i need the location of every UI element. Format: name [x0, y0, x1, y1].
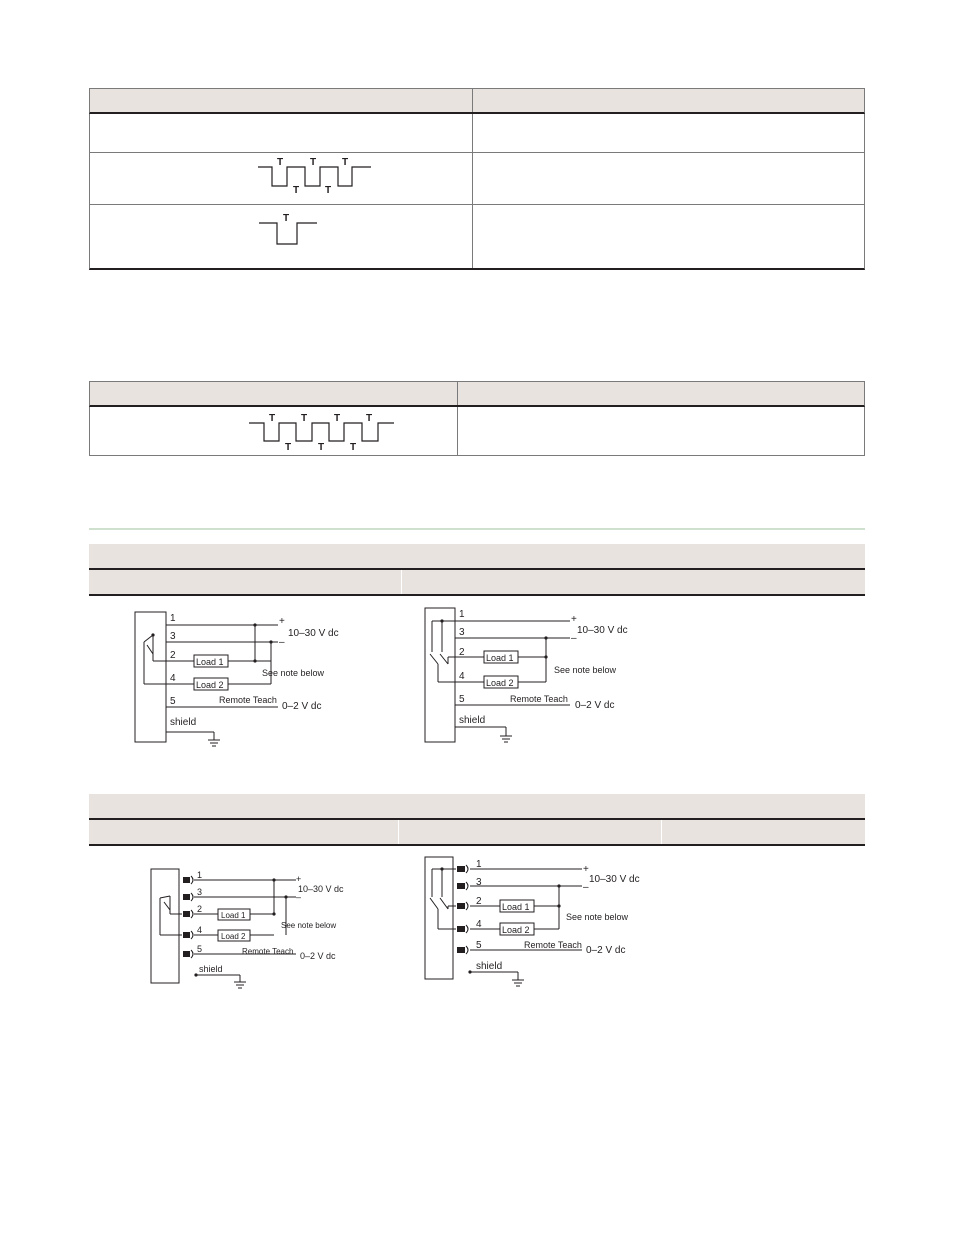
- wiring-section-1-col2: [402, 570, 865, 594]
- pin-2-label: 2: [170, 650, 176, 661]
- wiring-section-1-col1: [89, 570, 402, 594]
- load-1-label: Load 1: [221, 911, 246, 920]
- supply-voltage-label: 10–30 V dc: [288, 628, 339, 639]
- pin-1-label: 1: [170, 613, 176, 624]
- remote-teach-label: Remote Teach: [524, 940, 582, 950]
- load-2-label: Load 2: [196, 680, 224, 690]
- minus-label: –: [296, 892, 302, 902]
- teach-table-1-row-2: [89, 153, 865, 205]
- supply-voltage-label: 10–30 V dc: [298, 884, 344, 894]
- pulse-label: T: [277, 157, 284, 168]
- wiring-section-1-header: [89, 544, 865, 569]
- wiring-section-2-col3: [662, 820, 865, 844]
- pulse-label: T: [342, 157, 349, 168]
- load-2-label: Load 2: [221, 932, 246, 941]
- supply-voltage-label: 10–30 V dc: [577, 625, 628, 636]
- teach-voltage-label: 0–2 V dc: [575, 700, 615, 711]
- pulse-label: T: [350, 442, 357, 451]
- see-note-label: See note below: [262, 668, 325, 678]
- teach-table-1: [89, 88, 865, 270]
- wiring-section-2-subheader: [89, 818, 865, 846]
- pin-2-label: 2: [197, 904, 203, 914]
- pin-4-label: 4: [476, 919, 482, 930]
- teach-table-2-row-1: [89, 407, 865, 456]
- see-note-label: See note below: [566, 912, 629, 922]
- load-1-label: Load 1: [486, 653, 514, 663]
- pin-3-label: 3: [476, 877, 482, 888]
- minus-label: –: [571, 633, 577, 644]
- remote-teach-label: Remote Teach: [219, 695, 277, 705]
- pulse-label: T: [310, 157, 317, 168]
- pulse-label: T: [325, 185, 332, 195]
- pin-5-label: 5: [170, 696, 176, 707]
- pin-1-label: 1: [476, 859, 482, 870]
- pin-3-label: 3: [197, 887, 203, 897]
- section-divider: [89, 528, 865, 530]
- pin-2-label: 2: [459, 647, 465, 658]
- pin-3-label: 3: [170, 631, 176, 642]
- teach-table-2-header-col2: [458, 382, 864, 405]
- pulse-label: T: [293, 185, 300, 195]
- pulse-label: T: [285, 442, 292, 451]
- pin-5-label: 5: [476, 940, 482, 951]
- pin-3-label: 3: [459, 627, 465, 638]
- supply-voltage-label: 10–30 V dc: [589, 874, 640, 885]
- table-cell: [90, 153, 473, 204]
- triple-pulse-timing-diagram: [255, 155, 375, 195]
- see-note-label: See note below: [281, 921, 337, 930]
- remote-teach-label: Remote Teach: [242, 947, 294, 956]
- pin-5-label: 5: [459, 694, 465, 705]
- wiring-section-2-header: [89, 794, 865, 819]
- wiring-section-1-subheader: [89, 568, 865, 596]
- teach-voltage-label: 0–2 V dc: [586, 945, 626, 956]
- pulse-label: T: [334, 413, 341, 424]
- pin-4-label: 4: [170, 673, 176, 684]
- teach-table-1-row-1: [89, 114, 865, 153]
- wiring-diagram-connector-a: [148, 866, 348, 996]
- pulse-label: T: [283, 213, 290, 224]
- plus-label: +: [583, 864, 589, 875]
- table-cell: [473, 114, 864, 152]
- shield-label: shield: [476, 961, 503, 972]
- teach-table-1-header: [89, 88, 865, 114]
- pin-2-label: 2: [476, 896, 482, 907]
- wiring-diagram-flying-leads-b: [420, 602, 640, 752]
- teach-table-2: [89, 381, 865, 456]
- plus-label: +: [296, 874, 302, 884]
- teach-voltage-label: 0–2 V dc: [282, 701, 322, 712]
- pulse-label: T: [269, 413, 276, 424]
- teach-table-2-header: [89, 381, 865, 407]
- table-cell: [90, 114, 473, 152]
- table-cell: [473, 153, 864, 204]
- quad-pulse-timing-diagram: [246, 409, 396, 451]
- load-2-label: Load 2: [502, 925, 530, 935]
- minus-label: –: [279, 637, 285, 648]
- pin-4-label: 4: [197, 925, 203, 935]
- wiring-section-2-col1: [89, 820, 399, 844]
- pulse-label: T: [318, 442, 325, 451]
- table-cell: [458, 407, 864, 455]
- shield-label: shield: [199, 964, 223, 974]
- teach-table-1-header-col2: [473, 89, 864, 112]
- teach-table-1-header-col1: [90, 89, 473, 112]
- pin-5-label: 5: [197, 944, 203, 954]
- minus-label: –: [583, 882, 589, 893]
- single-pulse-timing-diagram: [255, 209, 325, 249]
- plus-label: +: [279, 616, 285, 627]
- pin-1-label: 1: [459, 609, 465, 620]
- load-2-label: Load 2: [486, 678, 514, 688]
- plus-label: +: [571, 614, 577, 625]
- pin-1-label: 1: [197, 870, 203, 880]
- load-1-label: Load 1: [502, 902, 530, 912]
- teach-voltage-label: 0–2 V dc: [300, 951, 336, 961]
- see-note-label: See note below: [554, 665, 617, 675]
- pulse-label: T: [301, 413, 308, 424]
- wiring-diagram-connector-b: [420, 852, 650, 997]
- pin-4-label: 4: [459, 671, 465, 682]
- table-cell: [90, 407, 458, 455]
- shield-label: shield: [170, 717, 197, 728]
- table-cell: [90, 205, 473, 268]
- teach-table-1-row-3: [89, 205, 865, 270]
- wiring-diagram-flying-leads-a: [130, 605, 350, 755]
- teach-table-2-header-col1: [90, 382, 458, 405]
- pulse-label: T: [366, 413, 373, 424]
- wiring-section-2-col2: [399, 820, 662, 844]
- remote-teach-label: Remote Teach: [510, 694, 568, 704]
- load-1-label: Load 1: [196, 657, 224, 667]
- table-cell: [473, 205, 864, 268]
- shield-label: shield: [459, 715, 486, 726]
